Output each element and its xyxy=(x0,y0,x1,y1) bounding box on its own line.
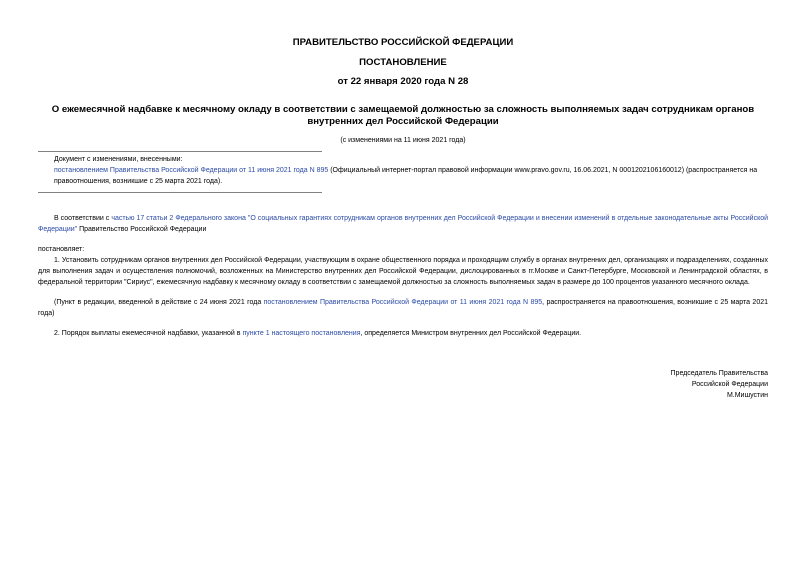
signature-title: Председатель Правительства xyxy=(670,370,768,377)
item-2-prefix: 2. Порядок выплаты ежемесячной надбавки, указанной в xyxy=(54,330,243,337)
basis-prefix: В соответствии с xyxy=(54,215,112,222)
document-date-number: от 22 января 2020 года N 28 xyxy=(337,76,469,87)
info-box-text xyxy=(38,165,768,187)
info-box-source: (Официальный интернет-портал правовой информации www.pravo.gov.ru, 16.06.2021, N 0001202106160012) (распространяется на правоотношения, возникшие с 25 марта 2021 года). xyxy=(54,167,758,185)
info-divider-bottom xyxy=(38,192,322,193)
item-1-paragraph: 1. Установить сотрудникам органов внутренних дел Российской Федерации, участвующим в охране общественного порядка и проходящим службу в органах внутренних дел, организациях и подразделениях, созданных для выполнения задач и осуществления полномочий, возложенных на Министерство внутренних дел Российской Федерации, дислоцированных в гг.Москве и Санкт-Петербурге, Московской и Ленинградской областях, в федеральной территории "Сириус", ежемесячную надбавку к месячному окладу в соответствии с замещаемой должностью за сложность выполняемых задач в размере до 100 процентов указанного месячного оклада. xyxy=(38,257,768,286)
document-type: ПОСТАНОВЛЕНИЕ xyxy=(359,57,447,68)
amendment-note: (с изменениями на 11 июня 2021 года) xyxy=(340,137,466,144)
item-2-suffix: , определяется Министром внутренних дел Российской Федерации. xyxy=(360,330,582,337)
info-box xyxy=(38,154,768,187)
note-suffix: , распространяется на правоотношения, возникшие с 25 марта 2021 года) xyxy=(38,299,768,317)
government-header: ПРАВИТЕЛЬСТВО РОССИЙСКОЙ ФЕДЕРАЦИИ xyxy=(292,37,514,48)
legal-basis-paragraph xyxy=(38,213,768,235)
basis-suffix: Правительство Российской Федерации xyxy=(77,226,207,233)
item-1-edition-note xyxy=(38,297,768,319)
edition-resolution-link[interactable]: постановлением Правительства Российской Федерации от 11 июня 2021 года N 895 xyxy=(263,299,543,306)
signature-name: М.Мишустин xyxy=(726,392,768,399)
signature-organization: Российской Федерации xyxy=(691,381,768,388)
document-title: О ежемесячной надбавке к месячному окладу в соответствии с замещаемой должностью за сложность выполняемых задач сотрудникам органов внутренних дел Российской Федерации xyxy=(51,104,755,127)
info-box-intro: Документ с изменениями, внесенными: xyxy=(54,156,183,163)
amending-resolution-link[interactable]: постановлением Правительства Российской Федерации от 11 июня 2021 года N 895 xyxy=(54,167,329,174)
info-divider-top xyxy=(38,151,322,152)
item-1-reference-link[interactable]: пункте 1 настоящего постановления xyxy=(242,330,361,337)
document-page xyxy=(38,0,768,571)
item-2-paragraph xyxy=(38,328,768,339)
resolves-label: постановляет: xyxy=(38,246,85,253)
signature-block xyxy=(671,368,768,401)
federal-law-link[interactable]: частью 17 статьи 2 Федерального закона "О социальных гарантиях сотрудникам органов внутренних дел Российской Федерации и внесении изменений в отдельные законодательные акты Российской Федерации" xyxy=(38,215,769,233)
note-prefix: (Пункт в редакции, введенной в действие с 24 июня 2021 года xyxy=(54,299,264,306)
